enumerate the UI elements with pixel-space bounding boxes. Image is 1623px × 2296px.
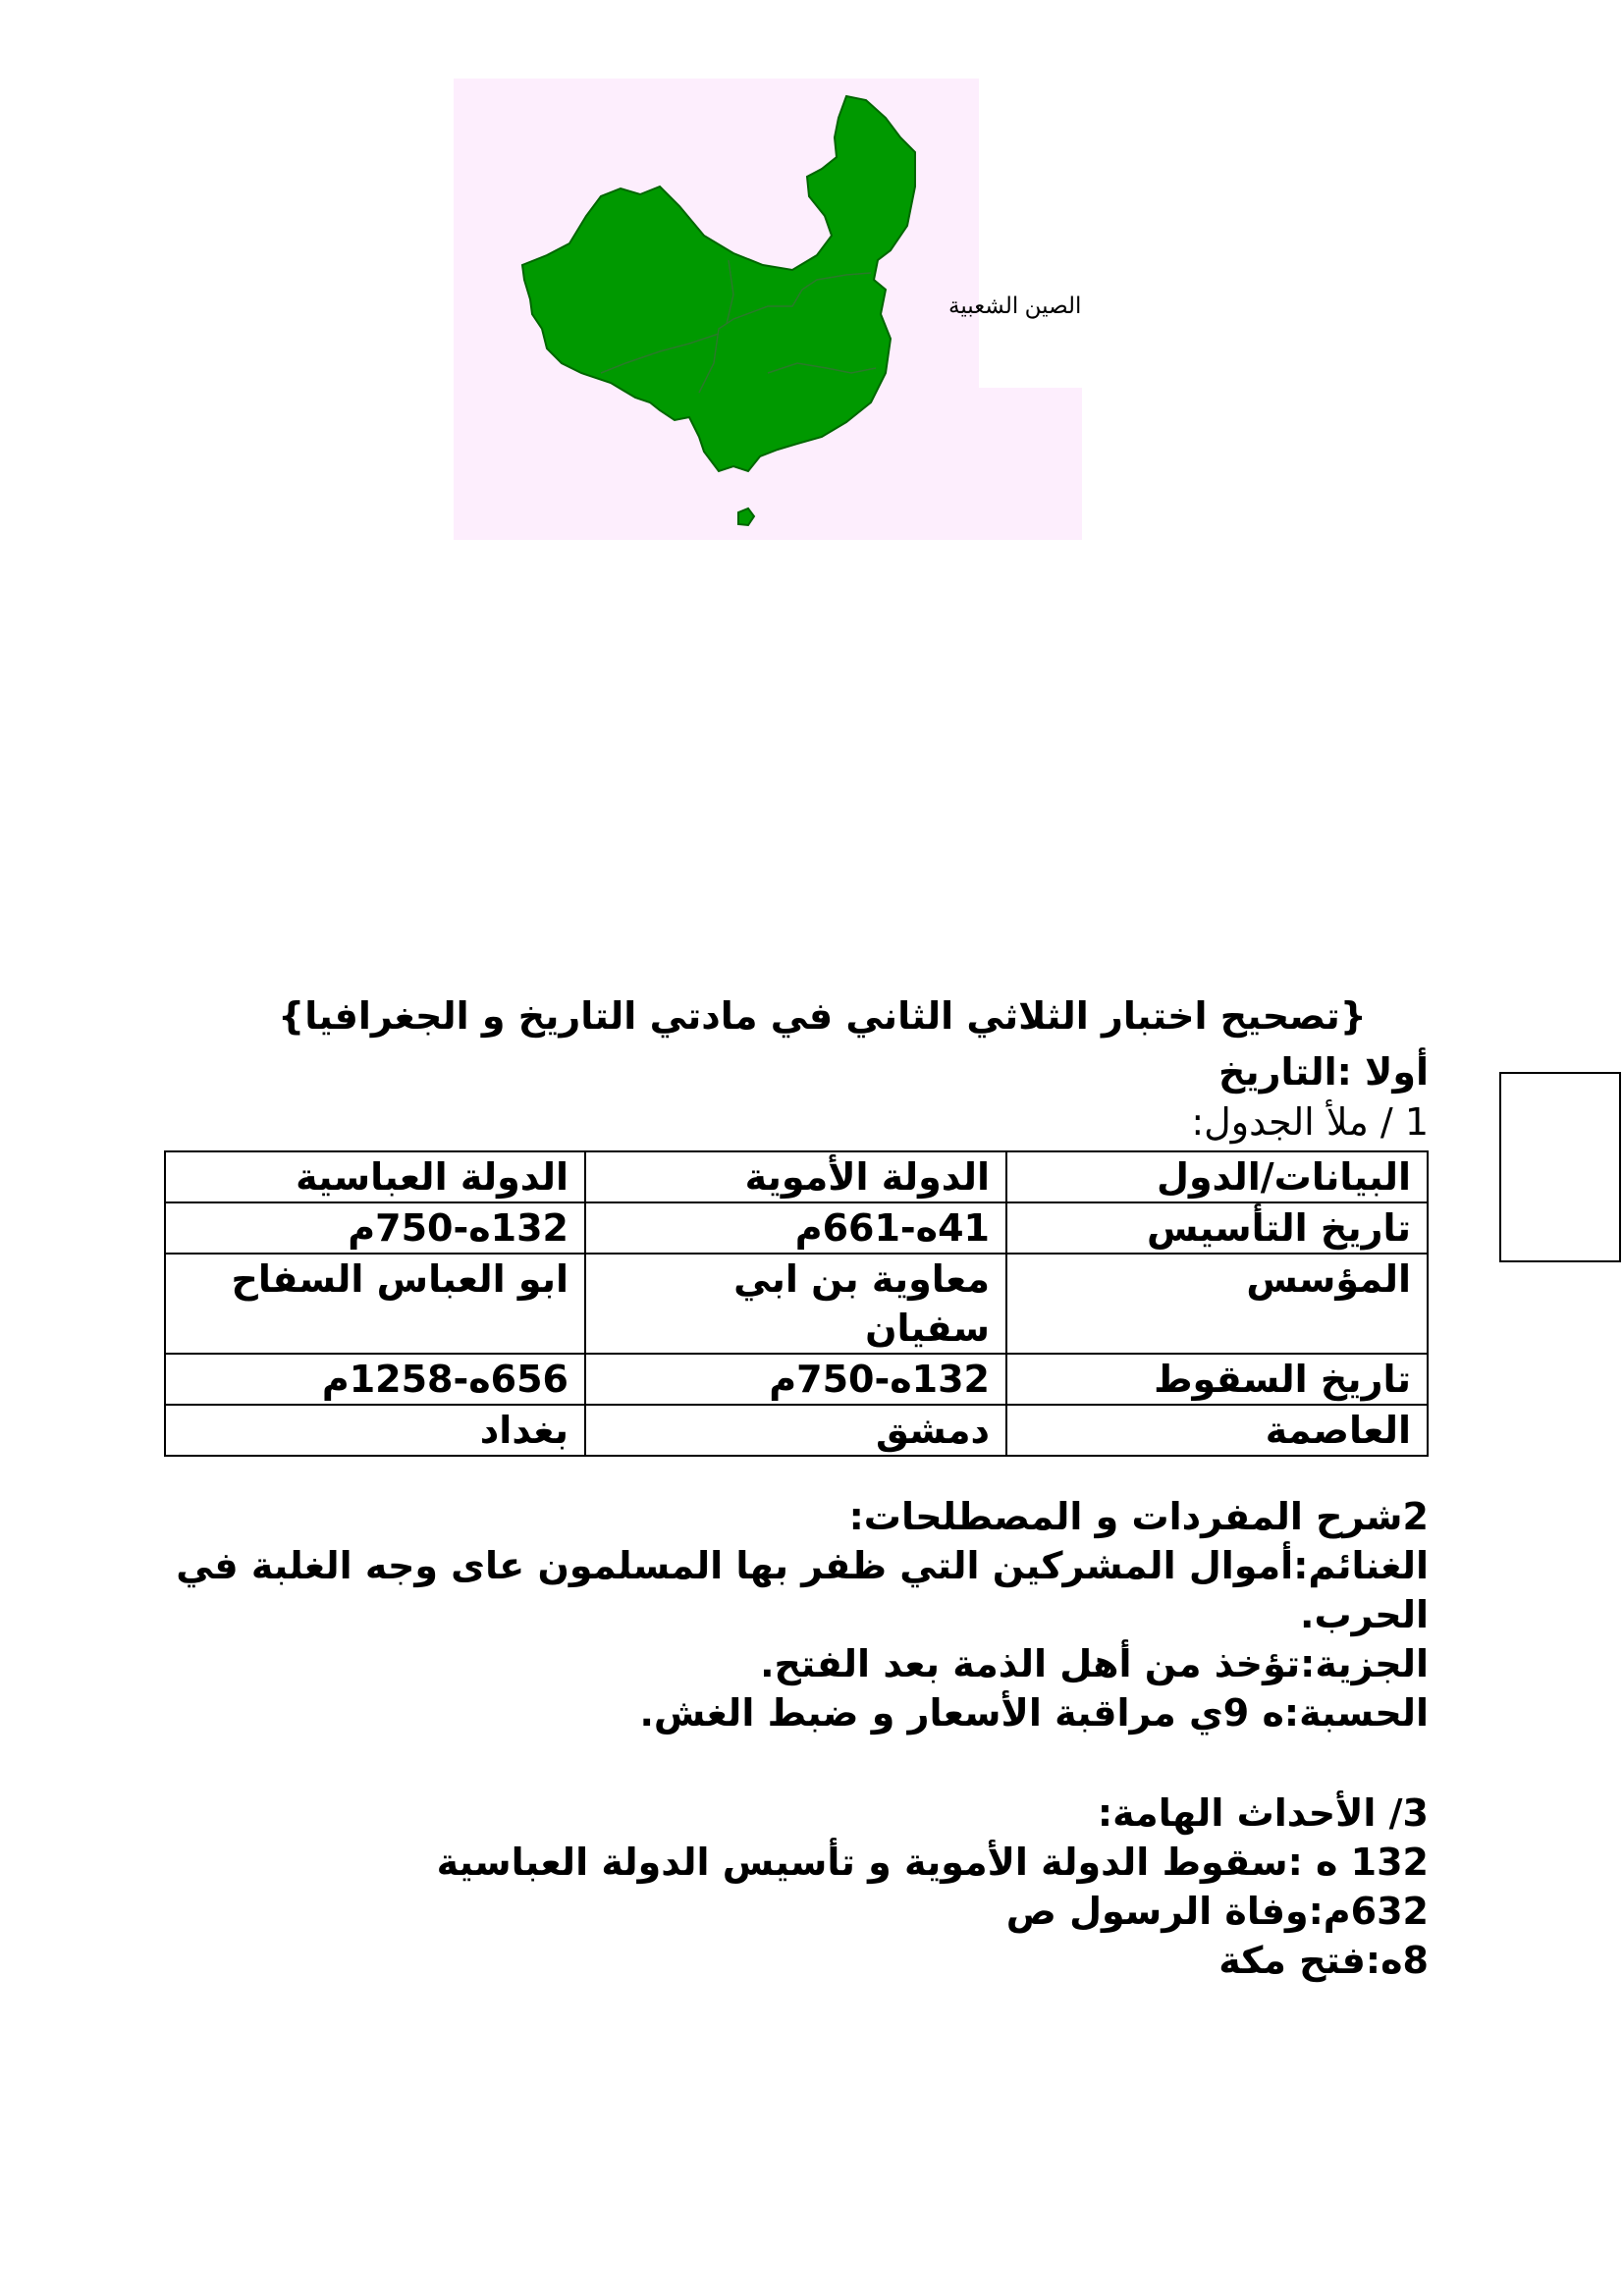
table-cell: تاريخ التأسيس [1006,1202,1428,1254]
china-map [454,79,1082,540]
states-table [164,1150,1429,1457]
table-cell: المؤسس [1006,1254,1428,1354]
table-header-cell: البيانات/الدول [1006,1151,1428,1202]
table-row [165,1405,1428,1456]
table-cell: بغداد [165,1405,585,1456]
margin-box [1499,1072,1621,1262]
event-line: 632م:وفاة الرسول ص [1005,1890,1429,1933]
section3-heading: 3/ الأحداث الهامة: [1097,1791,1429,1835]
section1-subheading: 1 / ملأ الجدول: [1191,1100,1429,1144]
section3 [157,1789,1429,1985]
table-cell: 41ه-661م [585,1202,1006,1254]
table-cell: تاريخ السقوط [1006,1354,1428,1405]
page-title: {تصحيح اختبار الثلاثي الثاني في مادتي التاريخ و الجغرافيا} [278,994,1367,1038]
table-cell: 656ه-1258م [165,1354,585,1405]
table-header-row [165,1151,1428,1202]
section2-heading: 2شرح المفردات و المصطلحات: [848,1495,1429,1538]
section1-heading: أولا :التاريخ [1218,1050,1429,1094]
map-label: الصين الشعبية [948,293,1082,318]
map-background-right [940,388,1082,540]
table-header-cell: الدولة العباسية [165,1151,585,1202]
section2 [157,1492,1429,1737]
table-header-cell: الدولة الأموية [585,1151,1006,1202]
table-cell: العاصمة [1006,1405,1428,1456]
table-row [165,1254,1428,1354]
definition-line: الحسبة:ه 9ي مراقبة الأسعار و ضبط الغش. [639,1691,1429,1735]
table-cell: دمشق [585,1405,1006,1456]
table-cell: معاوية بن ابي سفيان [585,1254,1006,1354]
event-line: 132 ه :سقوط الدولة الأموية و تأسيس الدولة العباسية [436,1841,1429,1884]
map-background-strip [940,79,979,388]
table-cell: 132ه-750م [165,1202,585,1254]
definition-line: الجزية:تؤخذ من أهل الذمة بعد الفتح. [760,1642,1429,1685]
table-cell: ابو العباس السفاح [165,1254,585,1354]
table-row [165,1202,1428,1254]
table-cell: 132ه-750م [585,1354,1006,1405]
document-body [157,991,1429,1985]
table-row [165,1354,1428,1405]
event-line: 8ه:فتح مكة [1218,1939,1429,1982]
definition-line: الغنائم:أموال المشركين التي ظفر بها المسلمون عاى وجه الغلبة في الحرب. [176,1544,1429,1636]
